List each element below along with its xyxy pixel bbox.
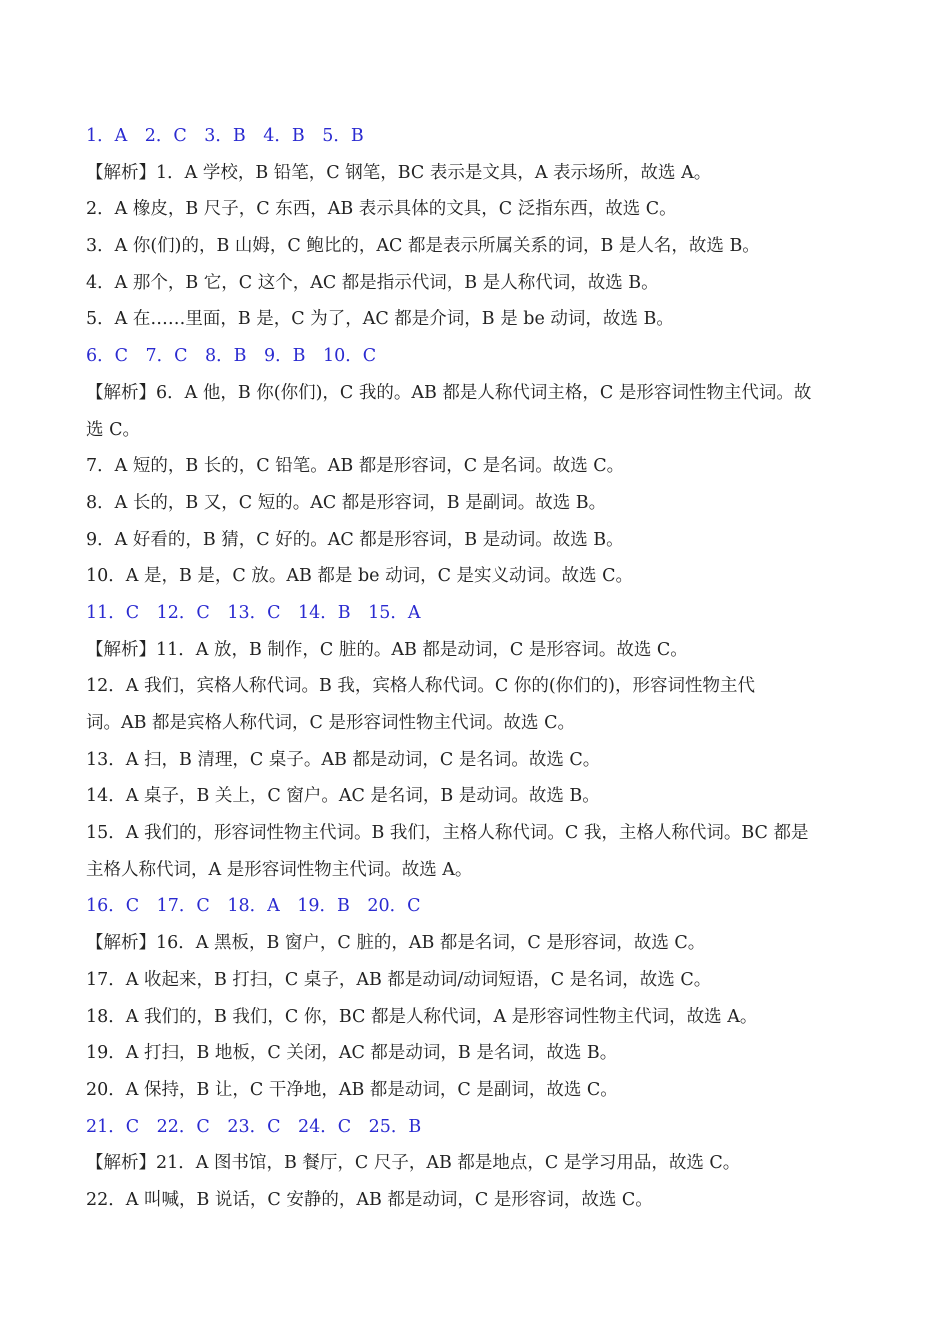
analysis-line: 选 C。 xyxy=(86,419,140,440)
analysis-line: 【解析】21．A 图书馆，B 餐厅，C 尺子，AB 都是地点，C 是学习用品，故选 C。 xyxy=(86,1153,741,1174)
analysis-line: 13．A 扫，B 清理，C 桌子。AB 都是动词，C 是名词。故选 C。 xyxy=(86,749,601,770)
analysis-line: 12．A 我们，宾格人称代词。B 我，宾格人称代词。C 你的(你们的)，形容词性物主代 xyxy=(86,676,755,697)
document-body xyxy=(86,118,866,1219)
analysis-line: 【解析】1．A 学校，B 铅笔，C 钢笔，BC 表示是文具，A 表示场所，故选 A。 xyxy=(86,162,712,183)
analysis-line: 7．A 短的，B 长的，C 铅笔。AB 都是形容词，C 是名词。故选 C。 xyxy=(86,456,625,477)
answer-line-11-15: 11．C 12．C 13．C 14．B 15．A xyxy=(86,602,421,623)
answer-line-16-20: 16．C 17．C 18．A 19．B 20．C xyxy=(86,896,421,917)
analysis-line: 14．A 桌子，B 关上，C 窗户。AC 是名词，B 是动词。故选 B。 xyxy=(86,786,600,807)
analysis-line: 【解析】11．A 放，B 制作，C 脏的。AB 都是动词，C 是形容词。故选 C。 xyxy=(86,639,688,660)
analysis-line: 3．A 你(们)的，B 山姆，C 鲍比的，AC 都是表示所属关系的词，B 是人名，故选 B。 xyxy=(86,236,760,257)
answer-line-1-5: 1．A 2．C 3．B 4．B 5．B xyxy=(86,126,364,146)
analysis-line: 18．A 我们的，B 我们，C 你，BC 都是人称代词，A 是形容词性物主代词，故选 A。 xyxy=(86,1006,758,1027)
analysis-line: 15．A 我们的，形容词性物主代词。B 我们，主格人称代词。C 我，主格人称代词。BC 都是 xyxy=(86,823,809,844)
analysis-line: 【解析】16．A 黑板，B 窗户，C 脏的，AB 都是名词，C 是形容词，故选 C。 xyxy=(86,933,706,954)
answer-line-21-25: 21．C 22．C 23．C 24．C 25．B xyxy=(86,1116,422,1137)
analysis-line: 5．A 在……里面，B 是，C 为了，AC 都是介词，B 是 be 动词，故选 B。 xyxy=(86,309,674,330)
analysis-line: 20．A 保持，B 让，C 干净地，AB 都是动词，C 是副词，故选 C。 xyxy=(86,1079,618,1100)
analysis-line: 9．A 好看的，B 猜，C 好的。AC 都是形容词，B 是动词。故选 B。 xyxy=(86,529,624,550)
analysis-line: 17．A 收起来，B 打扫，C 桌子，AB 都是动词/动词短语，C 是名词，故选 C。 xyxy=(86,969,712,990)
answer-line-6-10: 6．C 7．C 8．B 9．B 10．C xyxy=(86,346,377,367)
analysis-line: 4．A 那个，B 它，C 这个，AC 都是指示代词，B 是人称代词，故选 B。 xyxy=(86,272,659,293)
analysis-line: 【解析】6．A 他，B 你(你们)，C 我的。AB 都是人称代词主格，C 是形容词性物主代词。故 xyxy=(86,382,812,403)
analysis-line: 19．A 打扫，B 地板，C 关闭，AC 都是动词，B 是名词，故选 B。 xyxy=(86,1043,618,1064)
analysis-line: 22．A 叫喊，B 说话，C 安静的，AB 都是动词，C 是形容词，故选 C。 xyxy=(86,1189,653,1210)
analysis-line: 2．A 橡皮，B 尺子，C 东西，AB 表示具体的文具，C 泛指东西，故选 C。 xyxy=(86,199,677,220)
analysis-line: 8．A 长的，B 又，C 短的。AC 都是形容词，B 是副词。故选 B。 xyxy=(86,492,607,513)
analysis-line: 10．A 是，B 是，C 放。AB 都是 be 动词，C 是实义动词。故选 C。 xyxy=(86,566,633,587)
analysis-line: 主格人称代词，A 是形容词性物主代词。故选 A。 xyxy=(86,859,473,880)
analysis-line: 词。AB 都是宾格人称代词，C 是形容词性物主代词。故选 C。 xyxy=(86,713,575,733)
